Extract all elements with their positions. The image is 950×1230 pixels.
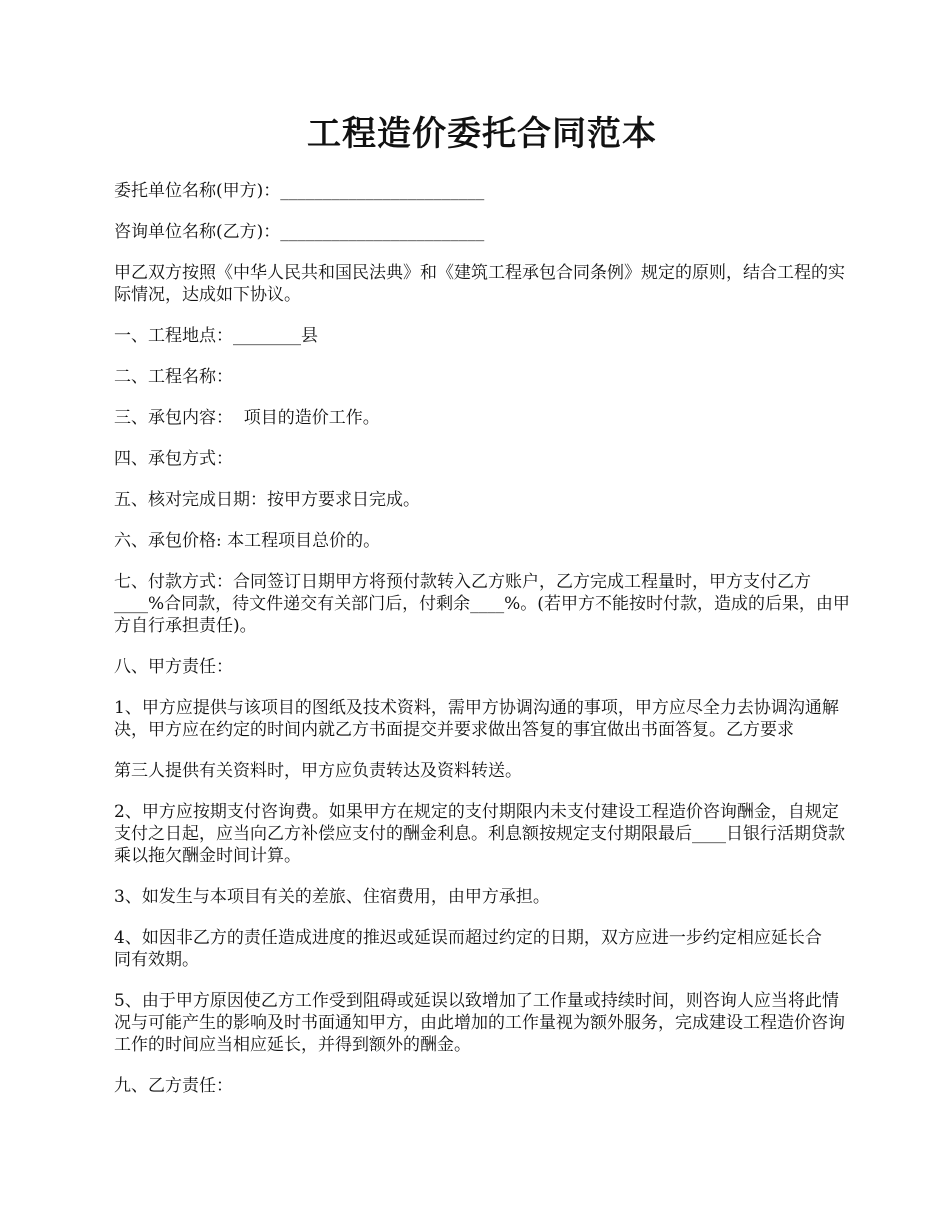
clause-9-heading: 九、乙方责任： [114, 1076, 233, 1096]
clause-8-item-4: 4、如因非乙方的责任造成进度的推迟或延误而超过约定的日期，双方应进一步约定相应延长合同有效期。 [114, 928, 822, 970]
clause-3-scope: 三、承包内容： 项目的造价工作。 [114, 408, 380, 428]
document-title: 工程造价委托合同范本 [307, 114, 657, 154]
preamble-paragraph: 甲乙双方按照《中华人民共和国民法典》和《建筑工程承包合同条例》规定的原则，结合工程的实际情况，达成如下协议。 [114, 263, 845, 305]
party-a-line: 委托单位名称(甲方)：________________________ [114, 181, 485, 201]
party-b-line: 咨询单位名称(乙方)：________________________ [114, 222, 485, 242]
clause-2-project-name: 二、工程名称： [114, 367, 233, 387]
clause-4-method: 四、承包方式： [114, 449, 233, 469]
clause-8-item-1-continued: 第三人提供有关资料时，甲方应负责转达及资料转送。 [114, 761, 522, 781]
clause-5-completion-date: 五、核对完成日期：按甲方要求日完成。 [114, 490, 420, 510]
clause-6-price: 六、承包价格: 本工程项目总价的。 [114, 531, 381, 551]
clause-1-location: 一、工程地点：________县 [114, 326, 318, 346]
clause-8-item-5: 5、由于甲方原因使乙方工作受到阻碍或延误以致增加了工作量或持续时间，则咨询人应当将此情况与可能产生的影响及时书面通知甲方，由此增加的工作量视为额外服务，完成建设工程造价咨询工作的时间应当相应延长，并得到额外的酬金。 [114, 991, 845, 1055]
clause-8-item-1: 1、甲方应提供与该项目的图纸及技术资料，需甲方协调沟通的事项，甲方应尽全力去协调沟通解决，甲方应在约定的时间内就乙方书面提交并要求做出答复的事宜做出书面答复。乙方要求 [114, 698, 839, 740]
clause-8-item-2: 2、甲方应按期支付咨询费。如果甲方在规定的支付期限内未支付建设工程造价咨询酬金，自规定支付之日起，应当向乙方补偿应支付的酬金利息。利息额按规定支付期限最后____日银行活期贷款乘以拖欠酬金时间计算。 [114, 802, 845, 866]
clause-7-payment: 七、付款方式：合同签订日期甲方将预付款转入乙方账户，乙方完成工程量时，甲方支付乙方____%合同款，待文件递交有关部门后，付剩余____%。(若甲方不能按时付款，造成的后果，由甲方自行承担责任)。 [114, 572, 850, 636]
clause-8-heading: 八、甲方责任： [114, 657, 233, 677]
clause-8-item-3: 3、如发生与本项目有关的差旅、住宿费用，由甲方承担。 [114, 887, 550, 907]
